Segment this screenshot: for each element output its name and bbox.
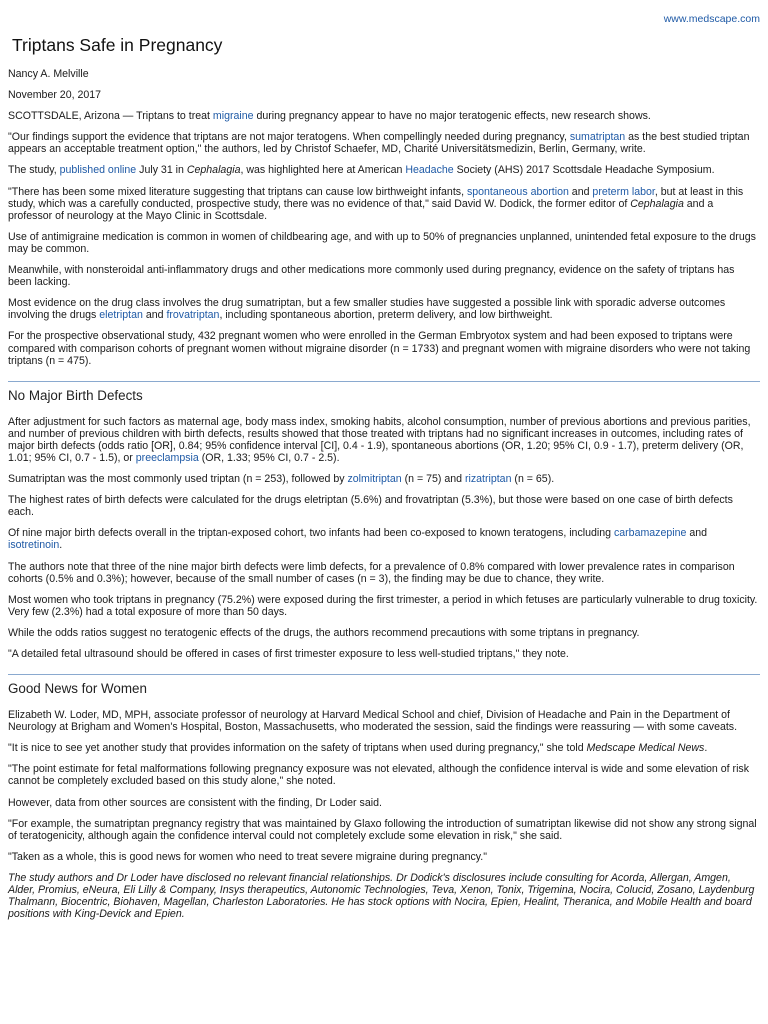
journal-name: Cephalagia (630, 197, 684, 210)
link-preterm-labor[interactable]: preterm labor (592, 185, 655, 198)
paragraph-odds-ratios: While the odds ratios suggest no teratogenic effects of the drugs, the authors recommend precautions with some triptans in pregnancy. (8, 626, 640, 639)
disclosure-text: The study authors and Dr Loder have disclosed no relevant financial relationships. Dr Dodick's disclosures include consulting for Acorda, Allergan, Amgen, Alder, Promius, eNeura, Eli Lilly & Company, Insys therapeutics, Autonomic Technologies, Teva, Xenon, Tonix, Trigemina, Nocira, Colucid, Zosano, Laydenburg Thalmann, Biocentric, Biohaven, Magellan, Charleston Laboratories. He has stock options with Nocira, Epien, Healint, Theranica, and Mobile Health and board positions with King-Devick and Epien. (8, 871, 755, 921)
paragraph-nsaid: Meanwhile, with nonsteroidal anti-inflammatory drugs and other medications more commonly used during pregnancy, evidence on the safety of triptans has been lacking. (8, 264, 735, 289)
text: and (568, 185, 593, 198)
paragraph-lead (8, 110, 760, 122)
link-eletriptan[interactable]: eletriptan (99, 309, 143, 322)
paragraph-most-evidence (8, 297, 760, 321)
text: during pregnancy appear to have no major teratogenic effects, new research shows. (253, 110, 651, 123)
paragraph-use: Use of antimigraine medication is common in women of childbearing age, and with up to 50% of pregnancies unplanned, unintended fetal exposure to the drugs may be common. (8, 230, 756, 255)
text: Sumatriptan was the most commonly used triptan (n = 253), followed by (8, 473, 348, 486)
text: , was highlighted here at American (240, 164, 406, 177)
text: and a professor of neurology at the Mayo Clinic in Scottsdale. (8, 197, 714, 222)
link-zolmitriptan[interactable]: zolmitriptan (347, 473, 402, 486)
paragraph-point-estimate: "The point estimate for fetal malformations following pregnancy exposure was not elevated, although the confidence interval is wide and some elevation of risk cannot be completely excluded based on this study alone," she noted. (8, 763, 750, 788)
paragraph-highest-rates: The highest rates of birth defects were calculated for the drugs eletriptan (5.6%) and frovatriptan (5.3%), but those were based on one case of birth defects each. (8, 494, 733, 519)
text: (n = 65). (511, 473, 555, 486)
link-spontaneous-abortion[interactable]: spontaneous abortion (466, 185, 569, 198)
paragraph-nice-to-see (8, 742, 760, 754)
text: Most evidence on the drug class involves the drug sumatriptan, but a few smaller studies have suggested a possible link with sporadic adverse outcomes involving the drugs (8, 297, 726, 322)
link-carbamazepine[interactable]: carbamazepine (613, 527, 687, 540)
text: (OR, 1.33; 95% CI, 0.7 - 2.5). (198, 451, 340, 464)
text: (n = 75) and (401, 473, 465, 486)
article-title: Triptans Safe in Pregnancy (12, 35, 223, 55)
medscape-site-link[interactable]: www.medscape.com (663, 13, 760, 25)
paragraph-loder: Elizabeth W. Loder, MD, MPH, associate professor of neurology at Harvard Medical School and chief, Division of Headache and Pain in the Department of Neurology at Brigham and Women's Hospital, Boston, Massachusetts, who moderated the session, said the findings were reassuring — with some caveats. (8, 709, 738, 734)
paragraph-prospective: For the prospective observational study, 432 pregnant women who were enrolled in the German Embryotox system and had been exposed to triptans were compared with comparison cohorts of pregnant women without migraine disorder (n = 1733) and pregnant women with migraine disorders who were not taking triptans (n = 475). (8, 330, 751, 367)
text: . (59, 539, 63, 552)
author-byline: Nancy A. Melville (8, 68, 89, 80)
paragraph-adjustment (8, 416, 760, 464)
paragraph-study (8, 164, 760, 176)
paragraph-nine-defects (8, 527, 760, 551)
link-preeclampsia[interactable]: preeclampsia (135, 451, 199, 464)
paragraph-ultrasound: "A detailed fetal ultrasound should be offered in cases of first trimester exposure to less well-studied triptans," they note. (8, 648, 569, 660)
text: July 31 in (136, 164, 187, 177)
section-heading-good-news: Good News for Women (8, 674, 760, 697)
paragraph-first-trimester: Most women who took triptans in pregnancy (75.2%) were exposed during the first trimester, a period in which fetuses are particularly vulnerable to drug toxicity. Very few (2.3%) had a total exposure of more than 50 days. (8, 593, 758, 618)
publish-date: November 20, 2017 (8, 89, 102, 102)
text: , including spontaneous abortion, preterm delivery, and low birthweight. (219, 309, 553, 322)
link-rizatriptan[interactable]: rizatriptan (464, 473, 512, 486)
paragraph-mixed-literature (8, 186, 760, 222)
paragraph-however: However, data from other sources are consistent with the finding, Dr Loder said. (8, 796, 382, 809)
section-heading-birth-defects: No Major Birth Defects (8, 381, 760, 404)
link-sumatriptan[interactable]: sumatriptan (569, 131, 626, 144)
text: The study, (8, 164, 60, 177)
text: "It is nice to see yet another study that provides information on the safety of triptans when used during pregnancy," she told (8, 742, 587, 755)
text: After adjustment for such factors as maternal age, body mass index, smoking habits, alcohol consumption, number of previous abortions and previous parities, and number of previous children with birth defects, results showed that those treated with triptans had no significant increases in outcomes, including rates of major birth defects (odds ratio [OR], 0.84; 95% confidence interval [CI], 0.4 - 1.9), spontaneous abortions (OR, 1.20; 95% CI, 0.9 - 1.7), preterm delivery (OR, 1.01; 95% CI, 0.7 - 1.5), or (8, 415, 751, 464)
paragraph-findings (8, 131, 760, 155)
text: "There has been some mixed literature suggesting that triptans can cause low birthweight infants, (8, 185, 467, 198)
article-body (8, 68, 760, 929)
link-frovatriptan[interactable]: frovatriptan (166, 309, 220, 322)
publication-name: Medscape Medical News (586, 742, 705, 755)
text: , but at least in this study, which was a carefully conducted, prospective study, there was no evidence of that," said David W. Dodick, the former editor of (8, 185, 744, 210)
text: and (686, 527, 708, 540)
paragraph-registry: "For example, the sumatriptan pregnancy registry that was maintained by Glaxo following the introduction of sumatriptan likewise did not show any strong signal of teratogenicity, although again the confidence interval could not completely exclude some elevation in risk," she said. (8, 817, 757, 842)
paragraph-taken-as-whole: "Taken as a whole, this is good news for women who need to treat severe migraine during pregnancy." (8, 850, 488, 863)
link-migraine[interactable]: migraine (212, 110, 254, 123)
text: as the best studied triptan appears an acceptable treatment option," the authors, led by Christof Schaefer, MD, Charité Universitätsmedizin, Berlin, Germany, write. (8, 131, 750, 156)
text: SCOTTSDALE, Arizona — Triptans to treat (8, 110, 213, 123)
text: . (704, 742, 708, 755)
text: Of nine major birth defects overall in the triptan-exposed cohort, two infants had been co-exposed to known teratogens, including (8, 527, 614, 540)
paragraph-sumatriptan (8, 473, 760, 485)
link-isotretinoin[interactable]: isotretinoin (8, 539, 60, 552)
text: Society (AHS) 2017 Scottsdale Headache Symposium. (453, 164, 715, 177)
paragraph-limb-defects: The authors note that three of the nine major birth defects were limb defects, for a prevalence of 0.8% compared with lower prevalence rates in comparison cohorts (0.5% and 0.3%); however, because of the small number of cases (n = 3), the finding may be due to chance, they write. (8, 560, 735, 585)
text: "Our findings support the evidence that triptans are not major teratogens. When compellingly needed during pregnancy, (8, 131, 570, 144)
text: and (142, 309, 167, 322)
link-headache[interactable]: Headache (405, 164, 454, 177)
journal-name: Cephalagia (186, 164, 241, 177)
link-published-online[interactable]: published online (59, 164, 137, 177)
